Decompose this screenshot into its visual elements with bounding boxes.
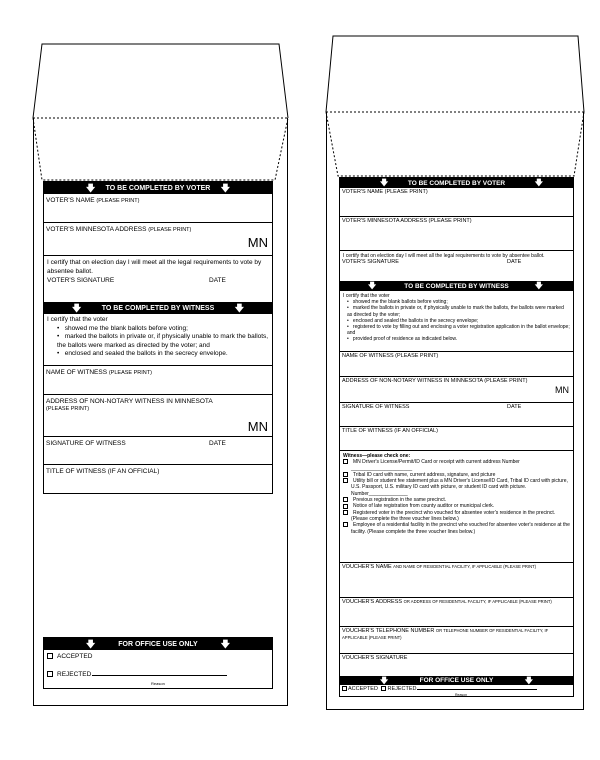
right-voucher-phone-field[interactable]: VOUCHER'S TELEPHONE NUMBER OR TELEPHONE NUMBER OF RESIDENTIAL FACILITY, IF APPLICABLE (PLEASE PRINT)	[340, 626, 573, 653]
right-accepted-checkbox[interactable]: ACCEPTED	[342, 686, 378, 692]
down-arrow-icon: 🡇	[72, 303, 82, 313]
down-arrow-icon: 🡇	[220, 183, 230, 193]
left-certify-section: I certify that on election day I will meet all the legal requirements to vote by absentee ballot. VOTER'S SIGNATURE DATE	[44, 255, 272, 302]
right-witness-address-field[interactable]: ADDRESS OF NON-NOTARY WITNESS IN MINNESOTA (PLEASE PRINT) MN	[340, 376, 573, 402]
left-witness-name-field[interactable]: NAME OF WITNESS (PLEASE PRINT)	[44, 365, 272, 394]
mn-label: MN	[555, 385, 569, 395]
down-arrow-icon: 🡇	[380, 676, 389, 685]
left-rejected-checkbox[interactable]: REJECTED	[47, 671, 227, 678]
down-arrow-icon: 🡇	[234, 303, 244, 313]
proof-option-checkbox[interactable]: Previous registration in the same precinct.	[343, 497, 570, 503]
down-arrow-icon: 🡇	[220, 639, 230, 649]
right-voter-name-field[interactable]: VOTER'S NAME (PLEASE PRINT)	[342, 189, 428, 195]
left-witness-address-field[interactable]: ADDRESS OF NON-NOTARY WITNESS IN MINNESOTA (PLEASE PRINT) MN	[44, 394, 272, 436]
left-witness-signature-field[interactable]: SIGNATURE OF WITNESS DATE	[44, 436, 272, 464]
down-arrow-icon: 🡇	[86, 639, 96, 649]
proof-option-checkbox[interactable]: Tribal ID card with name, current address, signature, and picture	[343, 472, 570, 478]
left-accepted-checkbox[interactable]: ACCEPTED	[47, 653, 92, 660]
proof-option-checkbox[interactable]: Notice of late registration from county auditor or municipal clerk.	[343, 503, 570, 509]
down-arrow-icon: 🡇	[534, 178, 543, 187]
list-item: • enclosed and sealed the ballots in the secrecy envelope.	[57, 350, 228, 357]
left-witness-header: 🡇 TO BE COMPLETED BY WITNESS 🡇	[44, 302, 272, 314]
right-witness-certify: I certify that the voter • showed me the blank ballots before voting; • marked the ballots in private or, if physically unable to mark the ballots, the ballots were marked as directed by the voter; • enclosed and sealed the ballots in the secrecy envelope; • registered to vote by filling out and enclosing a voter registration application in the ballot envelope; and • provided proof of residence as indicated below.	[343, 293, 570, 343]
down-arrow-icon: 🡇	[534, 281, 543, 290]
left-office-panel	[43, 637, 273, 689]
left-voter-header: 🡇 TO BE COMPLETED BY VOTER 🡇	[44, 182, 272, 194]
right-voucher-address-field[interactable]: VOUCHER'S ADDRESS OR ADDRESS OF RESIDENTIAL FACILITY, IF APPLICABLE (PLEASE PRINT)	[340, 597, 573, 626]
proof-option-checkbox[interactable]: MN Driver's License/Permit/ID Card or receipt with current address Number ______________________	[343, 459, 570, 472]
list-item: • provided proof of residence as indicated below.	[347, 336, 458, 343]
left-witness-title-field[interactable]: TITLE OF WITNESS (IF AN OFFICIAL)	[44, 464, 272, 493]
right-certify-section: I certify that on election day I will meet all the legal requirements to vote by absentee ballot. VOTER'S SIGNATURE DATE	[340, 250, 573, 281]
proof-option-checkbox[interactable]: Employee of a residential facility in the precinct who vouched for absentee voter's residence at the facility. (Please complete the three voucher lines below.)	[343, 522, 570, 535]
left-office-header: 🡇 FOR OFFICE USE ONLY 🡇	[44, 638, 272, 650]
list-item: • marked the ballots in private or, if physically unable to mark the ballots, the ballots were marked as directed by the voter;	[347, 305, 564, 318]
mn-label: MN	[247, 419, 268, 434]
list-item: • registered to vote by filling out and enclosing a voter registration application in the ballot envelope; and	[347, 324, 570, 337]
right-voucher-name-field[interactable]: VOUCHER'S NAME AND NAME OF RESIDENTIAL FACILITY, IF APPLICABLE (PLEASE PRINT)	[340, 562, 573, 597]
right-voter-header: 🡇 TO BE COMPLETED BY VOTER 🡇	[340, 178, 573, 188]
right-office-checkboxes	[342, 686, 537, 692]
left-main-panel	[43, 181, 273, 494]
right-witness-signature-field[interactable]: SIGNATURE OF WITNESS DATE	[340, 402, 573, 426]
left-witness-list	[47, 325, 269, 359]
right-witness-name-field[interactable]: NAME OF WITNESS (PLEASE PRINT)	[340, 351, 573, 376]
left-witness-certify: I certify that the voter • showed me the blank ballots before voting; • marked the ballots in private or, if physically unable to mark the ballots, the ballots were marked as directed by the voter; and • enclosed and sealed the ballots in the secrecy envelope.	[47, 316, 269, 357]
right-voter-address-field[interactable]: VOTER'S MINNESOTA ADDRESS (PLEASE PRINT)	[340, 216, 573, 250]
mn-label: MN	[247, 235, 268, 250]
left-voter-signature-label[interactable]: VOTER'S SIGNATURE	[47, 277, 115, 284]
list-item: • showed me the blank ballots before voting;	[57, 324, 188, 332]
right-witness-list	[343, 299, 570, 342]
left-voter-name-field[interactable]: VOTER'S NAME (PLEASE PRINT)	[46, 197, 140, 204]
right-witness-title-field[interactable]: TITLE OF WITNESS (IF AN OFFICIAL)	[340, 426, 573, 450]
proof-option-checkbox[interactable]: Registered voter in the precinct who vouched for absentee voter's residence in the precinct. (Please complete the three voucher lines below.)	[343, 510, 570, 523]
right-voter-signature-label[interactable]: VOTER'S SIGNATURE	[342, 259, 399, 265]
down-arrow-icon: 🡇	[380, 178, 389, 187]
list-item: • enclosed and sealed the ballots in the secrecy envelope;	[347, 317, 479, 324]
right-voucher-signature-field[interactable]: VOUCHER'S SIGNATURE	[340, 653, 573, 676]
down-arrow-icon: 🡇	[524, 676, 533, 685]
proof-option-checkbox[interactable]: Utility bill or student fee statement plus a MN Driver's License/ID Card, Tribal ID card with picture, U.S. Passport, U.S. military ID card with picture, or student ID card with picture. Number______________	[343, 478, 570, 497]
list-item: • marked the ballots in private or, if physically unable to mark the ballots, the ballots were marked as directed by the voter; and	[57, 333, 269, 349]
down-arrow-icon: 🡇	[86, 183, 96, 193]
list-item: • showed me the blank ballots before voting;	[347, 299, 448, 306]
left-reason-label: Reason	[151, 681, 165, 686]
down-arrow-icon: 🡇	[368, 281, 377, 290]
right-office-header: 🡇 FOR OFFICE USE ONLY 🡇	[340, 676, 573, 685]
left-voter-address-field[interactable]: VOTER'S MINNESOTA ADDRESS (PLEASE PRINT) MN	[44, 222, 272, 255]
right-reason-label: Reason	[455, 693, 468, 697]
right-proof-section: Witness—please check one: MN Driver's License/Permit/ID Card or receipt with current address Number ______________________ Tribal ID card with name, current address, signature, and picture Utility bill or student fee statement plus a MN Driver's License/ID Card, Tribal ID card with picture, U.S. Passport, U.S. military ID card with picture, or student ID card with picture. Number______________ Previous registration in the same precinct. Notice of late registration from county auditor or municipal clerk. Registered voter in the precinct who vouched for absentee voter's residence in the precinct. (Please complete the three voucher lines below.) Employee of a residential facility in the precinct who vouched for absentee voter's residence at the facility. (Please complete the three voucher lines below.)	[340, 450, 573, 562]
right-witness-header: 🡇 TO BE COMPLETED BY WITNESS 🡇	[340, 281, 573, 291]
right-main-panel	[339, 177, 574, 697]
right-rejected-checkbox[interactable]: REJECTED	[379, 686, 536, 692]
